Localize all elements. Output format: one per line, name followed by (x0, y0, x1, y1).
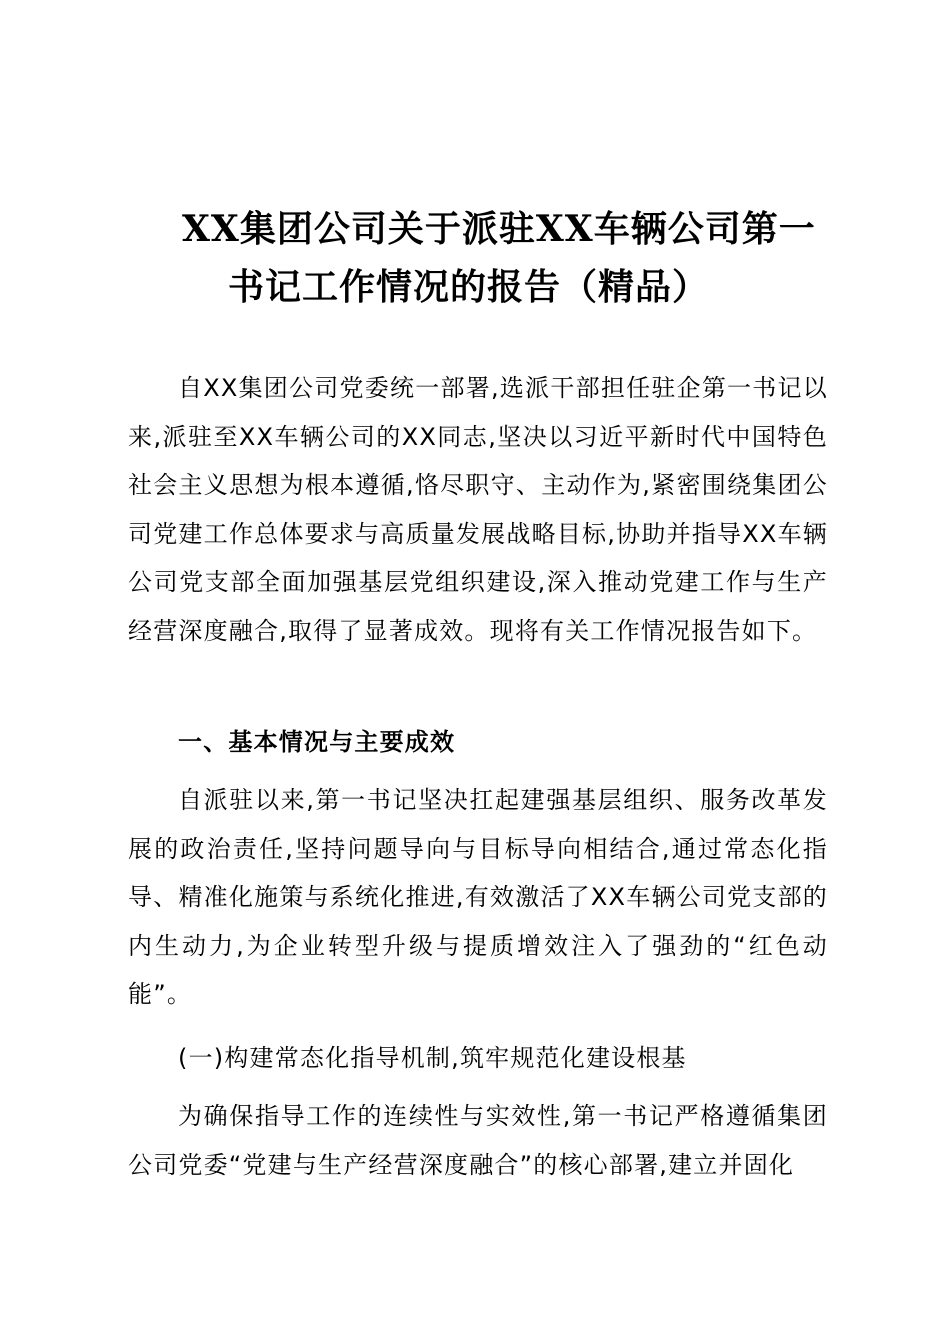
document-title (120, 200, 840, 316)
title-line-2: 书记工作情况的报告（精品） (228, 266, 710, 308)
intro-paragraph: 自XX集团公司党委统一部署,选派干部担任驻企第一书记以来,派驻至XX车辆公司的XX同志,坚决以习近平新时代中国特色社会主义思想为根本遵循,恪尽职守、主动作为,紧密围绕集团公司党建工作总体要求与高质量发展战略目标,协助并指导XX车辆公司党支部全面加强基层党组织建设,深入推动党建工作与生产经营深度融合,取得了显著成效。现将有关工作情况报告如下。 (128, 374, 828, 645)
subsection-1-paragraph: 为确保指导工作的连续性与实效性,第一书记严格遵循集团公司党委“党建与生产经营深度融合”的核心部署,建立并固化 (128, 1102, 828, 1179)
section-1-paragraph-block (128, 776, 828, 1019)
subsection-1-block (128, 1034, 828, 1083)
section-1-paragraph: 自派驻以来,第一书记坚决扛起建强基层组织、服务改革发展的政治责任,坚持问题导向与目标导向相结合,通过常态化指导、精准化施策与系统化推进,有效激活了XX车辆公司党支部的内生动力,为企业转型升级与提质增效注入了强劲的“红色动能”。 (128, 786, 828, 1009)
section-1-block (128, 718, 828, 767)
subsection-1-heading: (一)构建常态化指导机制,筑牢规范化建设根基 (178, 1044, 687, 1072)
section-1-heading: 一、基本情况与主要成效 (178, 728, 456, 756)
subsection-1-paragraph-block (128, 1092, 828, 1189)
title-line-1: XX集团公司关于派驻XX车辆公司第一 (182, 208, 816, 250)
intro-paragraph-block (128, 364, 828, 656)
